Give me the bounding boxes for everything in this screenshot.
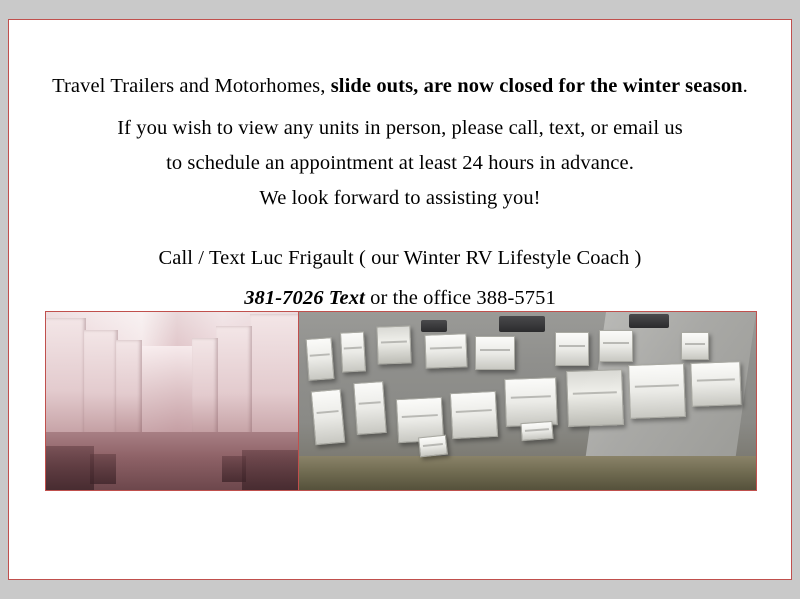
photo-strip — [45, 311, 757, 491]
photo-rv-lot-trailer — [450, 391, 498, 439]
photo-rv-lot — [299, 312, 756, 490]
photo-rv-aisle — [46, 312, 299, 490]
photo-rv-lot-trailer — [628, 363, 686, 419]
photo-rv-aisle-unit — [46, 318, 86, 450]
announcement-line-2: If you wish to view any units in person, please call, text, or email us — [117, 117, 683, 139]
announcement-line-1 — [9, 76, 791, 97]
photo-rv-lot-trailer — [340, 331, 366, 372]
contact-name-line: Call / Text Luc Frigault ( our Winter RV Lifestyle Coach ) — [158, 247, 642, 269]
photo-rv-aisle-shadow — [242, 450, 299, 490]
photo-rv-lot-trailer — [376, 325, 411, 364]
photo-rv-lot-trailer — [311, 389, 346, 445]
photo-rv-lot-trailer — [418, 435, 448, 458]
photo-rv-lot-trailer — [690, 361, 742, 407]
office-phone-number: or the office 388-5751 — [364, 287, 556, 309]
announcement-line-4: We look forward to assisting you! — [259, 187, 541, 209]
photo-rv-lot-trailer — [306, 337, 335, 381]
photo-rv-lot-vehicle — [499, 316, 545, 332]
photo-rv-lot-trailer — [504, 377, 558, 427]
photo-rv-lot-vehicle — [421, 320, 447, 332]
photo-rv-lot-trailer — [353, 381, 387, 435]
photo-rv-aisle-unit — [192, 338, 218, 442]
announcement-line-3: to schedule an appointment at least 24 hours in advance. — [166, 152, 634, 174]
text-phone-number: 381-7026 Text — [244, 287, 365, 309]
photo-rv-aisle-shadow — [222, 456, 246, 482]
photo-rv-aisle-unit — [116, 340, 142, 438]
photo-rv-lot-trailer — [475, 336, 515, 370]
photo-rv-lot-trailer — [599, 330, 633, 362]
photo-rv-aisle-unit — [216, 326, 252, 448]
document-content — [9, 20, 791, 579]
announcement-line-1-text: Travel Trailers and Motorhomes, — [52, 75, 331, 97]
photo-rv-aisle-unit — [84, 330, 118, 444]
photo-rv-lot-trailer — [566, 369, 624, 427]
photo-rv-lot-trailer — [520, 421, 553, 441]
announcement-line-1-emphasis: slide outs, are now closed for the winter season — [330, 75, 743, 97]
document-page — [8, 19, 792, 580]
photo-rv-lot-vehicle — [629, 314, 669, 328]
announcement-line-1-period: . — [742, 75, 748, 97]
photo-rv-lot-trailer — [555, 332, 589, 366]
photo-rv-lot-trailer — [424, 333, 467, 368]
contact-phone-line — [9, 288, 791, 309]
photo-rv-aisle-shadow — [90, 454, 116, 484]
photo-rv-lot-trailer — [681, 332, 709, 360]
photo-rv-lot-grass — [299, 456, 756, 490]
photo-rv-aisle-shadow — [46, 446, 94, 490]
